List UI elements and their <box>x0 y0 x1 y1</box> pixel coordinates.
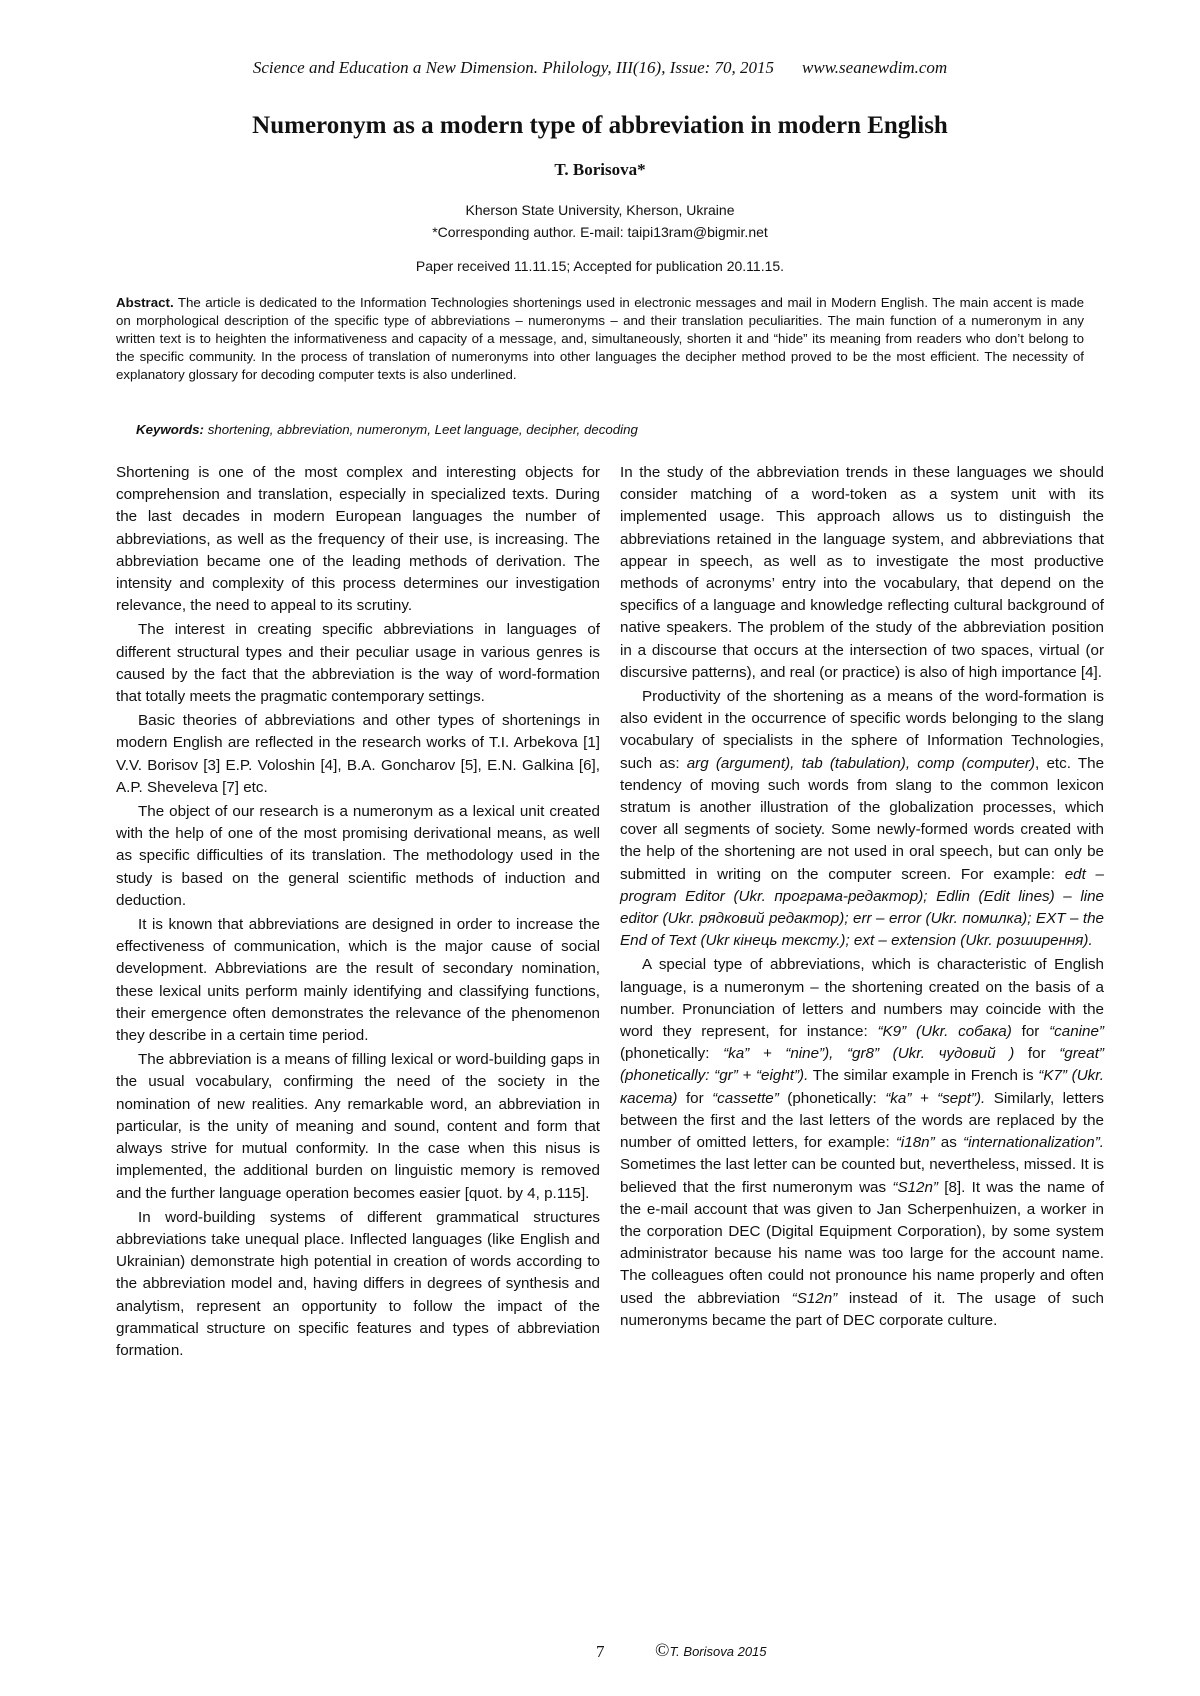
affiliation: Kherson State University, Kherson, Ukraine <box>465 202 735 218</box>
copyright-name: T. Borisova 2015 <box>669 1644 767 1659</box>
italic-run: “great” (phonetically: “gr” + “eight”). <box>620 1045 1104 1085</box>
abstract-text: The article is dedicated to the Information Technologies shortenings used in electronic messages and mail in Modern English. The main accent is made on morphological description of the specific type of abbreviations – numeronyms – and their translation peculiarities. The main function of a numeronym in any written text is to heighten the informativeness and capacity of a message, and, simultaneously, shorten it and “hide” its meaning from readers who don’t belong to the specific community. In the process of translation of numeronyms into other languages the decipher method proved to be the most efficient. The necessity of explanatory glossary for decoding computer texts is also underlined. <box>116 295 1084 382</box>
italic-run: “ka” + “sept”). <box>885 1089 986 1107</box>
italic-run: “K9” (Ukr. собака) <box>877 1023 1012 1041</box>
journal-url[interactable]: www.seanewdim.com <box>802 58 948 77</box>
paragraph: The abbreviation is a means of filling lexical or word-building gaps in the usual vocabulary, confirming the need of the society in the nomination of new realities. Any remarkable word, an abbreviation in particular, is the unity of meaning and sound, content and form that always strive for mutual conformity. In the case when this nisus is implemented, the additional burden on linguistic memory is removed and the further language operation becomes easier [quot. by 4, p.115]. <box>116 1051 600 1202</box>
text-run: (phonetically: <box>778 1089 886 1107</box>
right-column <box>620 462 1104 1334</box>
journal-header <box>0 58 1200 78</box>
paragraph <box>620 686 1104 952</box>
text-run: as <box>934 1134 964 1152</box>
italic-run: “S12n” <box>892 1178 938 1196</box>
page-number: 7 <box>596 1642 605 1661</box>
italic-run: “internationalization”. <box>963 1134 1104 1152</box>
abstract <box>116 294 1084 384</box>
text-run: for <box>677 1089 713 1107</box>
italic-run: “ka” + “nine”), “gr8” (Ukr. чудовий ) <box>723 1045 1015 1063</box>
text-run: The similar example in French is <box>808 1067 1039 1085</box>
italic-run: “canine” <box>1049 1023 1104 1041</box>
text-run: (phonetically: <box>620 1045 724 1063</box>
paragraph: It is known that abbreviations are designed in order to increase the effectiveness of communication, which is the major cause of social development. Abbreviations are the result of secondary nomination, these lexical units perform mainly identifying and classifying functions, their emergence often demonstrates the relevance of the phenomenon they describe in a certain time period. <box>116 916 600 1045</box>
paragraph: The object of our research is a numeronym as a lexical unit created with the help of one of the most promising derivational means, as well as specific difficulties of its translation. The methodology used in the study is based on the general scientific methods of induction and deduction. <box>116 803 600 909</box>
text-run: for <box>1014 1045 1060 1063</box>
text-run: Sometimes the last letter can be counted but, nevertheless, missed. It is believed that the first numeronym was <box>620 1156 1104 1196</box>
journal-citation: Science and Education a New Dimension. Philology, III(16), Issue: 70, 2015 <box>252 58 775 77</box>
copyright-icon: © <box>655 1640 670 1661</box>
author-name: T. Borisova* <box>554 160 646 179</box>
paragraph: Basic theories of abbreviations and other types of shortenings in modern English are reflected in the research works of T.I. Arbekova [1] V.V. Borisov [3] E.P. Voloshin [4], B.A. Goncharov [5], E.N. Galkina [6], A.P. Sheveleva [7] etc. <box>116 712 600 796</box>
received-dates: Paper received 11.11.15; Accepted for publication 20.11.15. <box>415 258 785 274</box>
text-run: instead of it. The usage of such numeronyms became the part of DEC corporate culture. <box>620 1289 1105 1329</box>
paper-title: Numeronym as a modern type of abbreviation in modern English <box>252 112 948 139</box>
text-run: for <box>1011 1023 1050 1041</box>
text-run: Similarly, letters between the first and the last letters of the words are replaced by the number of omitted letters, for example: <box>620 1089 1104 1152</box>
paragraph: In word-building systems of different grammatical structures abbreviations take unequal place. Inflected languages (like English and Ukrainian) demonstrate high potential in creation of words according to the abbreviation model and, having differs in degrees of synthesis and analytism, represent an opportunity to follow the impact of the grammatical structure on specific features and types of abbreviation formation. <box>116 1208 600 1359</box>
paragraph: Shortening is one of the most complex and interesting objects for comprehension and translation, especially in specialized texts. During the last decades in modern European languages the number of abbreviations, as well as the frequency of their use, is increasing. The abbreviation became one of the leading methods of derivation. The intensity and complexity of this process determines our investigation relevance, the need to appeal to its scrutiny. <box>116 464 600 615</box>
text-run: [8]. It was the name of the e-mail account that was given to Jan Scherpenhuizen, a worker in the corporation DEC (Digital Equipment Corporation), by some system administrator because his name was too large for the account name. The colleagues often could not pronounce his name properly and often used the abbreviation <box>620 1178 1105 1307</box>
keywords-text: shortening, abbreviation, numeronym, Leet language, decipher, decoding <box>207 422 638 437</box>
italic-run: “S12n” <box>791 1289 838 1307</box>
abstract-label: Abstract. <box>116 295 174 310</box>
keywords-label: Keywords: <box>136 422 204 437</box>
text-run: , etc. The tendency of moving such words from slang to the common lexicon stratum is another illustration of the globalization processes, which cover all segments of society. Some newly-formed words created with the help of the shortening are not used in oral speech, but can only be submitted in writing on the computer screen. For example: <box>620 754 1105 883</box>
italic-run: arg (argument), tab (tabulation), comp (computer) <box>686 754 1036 772</box>
left-column <box>116 462 600 1364</box>
paragraph: The interest in creating specific abbreviations in languages of different structural types and their peculiar usage in various genres is caused by the fact that the abbreviation is the way of word-formation that totally meets the pragmatic contemporary settings. <box>116 621 600 706</box>
italic-run: “K7” (Ukr. касета) <box>620 1067 1104 1107</box>
paragraph: In the study of the abbreviation trends in these languages we should consider matching of a word-token as a system unit with its implemented usage. This approach allows us to distinguish the abbreviations retained in the language system, and abbreviations that appear in speech, as well as to investigate the most productive methods of acronyms’ entry into the vocabulary, that depend on the specifics of a language and knowledge reflecting cultural background of native speakers. The problem of the study of the abbreviation position in a discourse that occurs at the intersection of two spaces, virtual (or discursive patterns), and real (or practice) is also of high importance [4]. <box>620 464 1104 681</box>
text-run: Productivity of the shortening as a means of the word-formation is also evident in the occurrence of specific words belonging to the slang vocabulary of specialists in the sphere of Information Technologies, such as: <box>620 688 1104 772</box>
keywords <box>136 422 1076 437</box>
italic-run: “cassette” <box>712 1089 779 1107</box>
text-run: A special type of abbreviations, which is characteristic of English language, is a numeronym – the shortening created on the basis of a number. Pronunciation of letters and numbers may coincide with the word they represent, for instance: <box>620 956 1104 1041</box>
paragraph <box>620 954 1104 1331</box>
italic-run: edt – program Editor (Ukr. програма-редактор); Edlin (Edit lines) – line editor (Ukr. рядковий редактор); err – error (Ukr. помилка); EXT – the End of Text (Ukr кінець тексту.); ext – extension (Ukr. розширення). <box>620 865 1104 950</box>
corresponding-author: *Corresponding author. E-mail: taipi13ram@bigmir.net <box>432 224 768 240</box>
copyright <box>655 1640 767 1662</box>
italic-run: “i18n” <box>895 1134 935 1152</box>
